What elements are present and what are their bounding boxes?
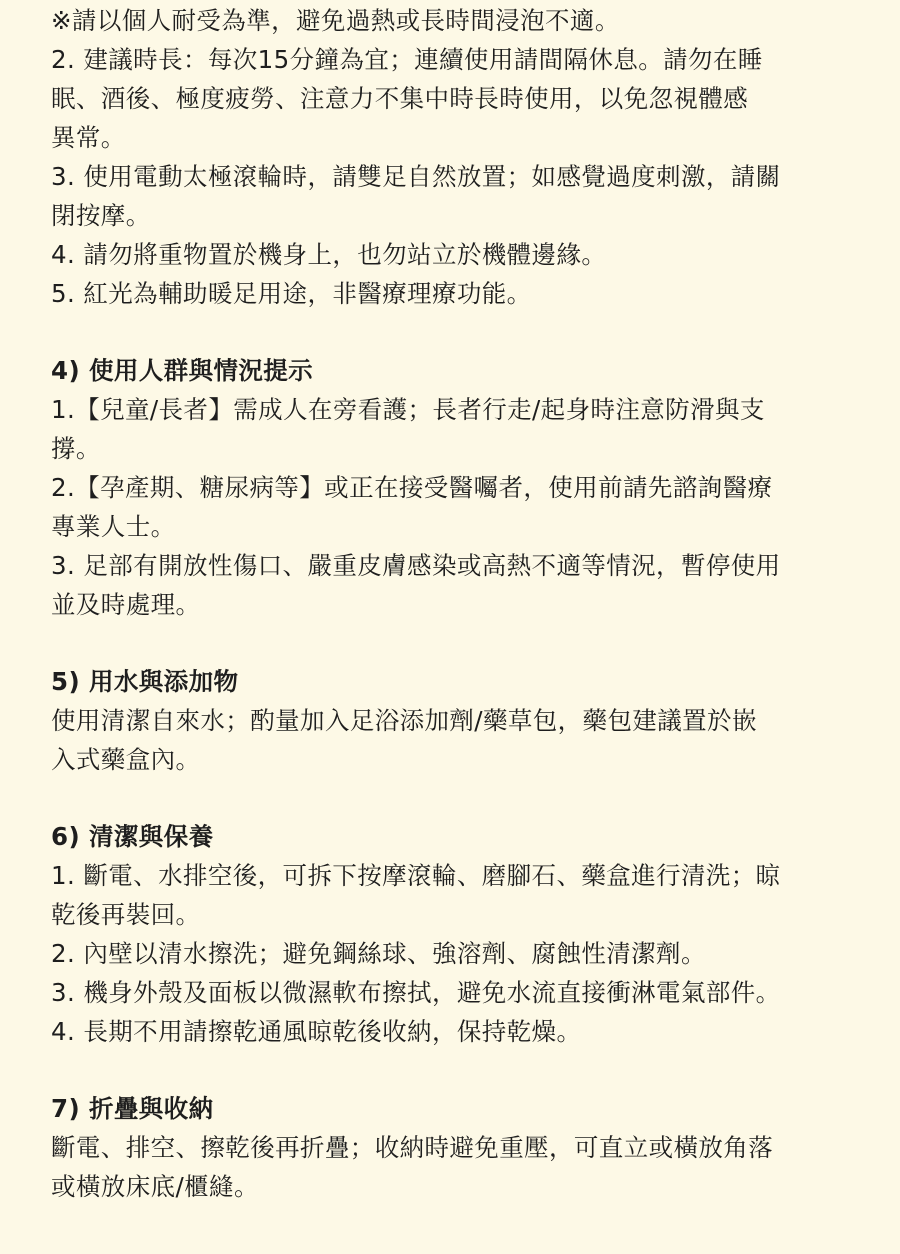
section-heading: 6) 清潔與保養 xyxy=(51,822,214,851)
section-heading: 4) 使用人群與情況提示 xyxy=(51,356,314,385)
text-line: 2. 內壁以清水擦洗；避免鋼絲球、強溶劑、腐蝕性清潔劑。 xyxy=(51,939,706,968)
section-cleaning xyxy=(51,817,851,1051)
text-line: 並及時處理。 xyxy=(51,590,201,619)
text-line: 2.【孕產期、糖尿病等】或正在接受醫囑者，使用前請先諮詢醫療 xyxy=(51,473,773,502)
text-line: 入式藥盒內。 xyxy=(51,745,201,774)
section-water-additives xyxy=(51,662,851,779)
text-line: 撐。 xyxy=(51,434,101,463)
text-line: 3. 使用電動太極滾輪時，請雙足自然放置；如感覺過度刺激，請關 xyxy=(51,162,781,191)
spacer xyxy=(51,1051,851,1089)
text-line: 斷電、排空、擦乾後再折疊；收納時避免重壓，可直立或橫放角落 xyxy=(51,1133,774,1162)
section-folding-storage xyxy=(51,1089,851,1206)
section-user-groups xyxy=(51,351,851,624)
text-line: 1. 斷電、水排空後，可拆下按摩滾輪、磨腳石、藥盒進行清洗；晾 xyxy=(51,861,781,890)
text-line: 5. 紅光為輔助暖足用途，非醫療理療功能。 xyxy=(51,279,532,308)
text-line: 閉按摩。 xyxy=(51,201,151,230)
spacer xyxy=(51,779,851,817)
spacer xyxy=(51,313,851,351)
spacer xyxy=(51,624,851,662)
section-heading: 5) 用水與添加物 xyxy=(51,667,239,696)
text-line: 3. 機身外殼及面板以微濕軟布擦拭，避免水流直接衝淋電氣部件。 xyxy=(51,978,781,1007)
text-line: 4. 請勿將重物置於機身上，也勿站立於機體邊緣。 xyxy=(51,240,607,269)
text-line: 乾後再裝回。 xyxy=(51,900,201,929)
text-line: 異常。 xyxy=(51,123,126,152)
text-line: 1.【兒童/長者】需成人在旁看護；長者行走/起身時注意防滑與支 xyxy=(51,395,765,424)
text-line: 3. 足部有開放性傷口、嚴重皮膚感染或高熱不適等情況，暫停使用 xyxy=(51,551,781,580)
text-line: 4. 長期不用請擦乾通風晾乾後收納，保持乾燥。 xyxy=(51,1017,582,1046)
text-line: 眠、酒後、極度疲勞、注意力不集中時長時使用，以免忽視體感 xyxy=(51,84,749,113)
manual-content xyxy=(51,0,851,1206)
intro-notes xyxy=(51,1,851,313)
text-line: 或橫放床底/櫃縫。 xyxy=(51,1172,259,1201)
text-line: 2. 建議時長：每次15分鐘為宜；連續使用請間隔休息。請勿在睡 xyxy=(51,45,763,74)
text-line: 使用清潔自來水；酌量加入足浴添加劑/藥草包，藥包建議置於嵌 xyxy=(51,706,757,735)
section-heading: 7) 折疊與收納 xyxy=(51,1094,214,1123)
text-line: ※請以個人耐受為準，避免過熱或長時間浸泡不適。 xyxy=(51,6,620,35)
text-line: 專業人士。 xyxy=(51,512,176,541)
